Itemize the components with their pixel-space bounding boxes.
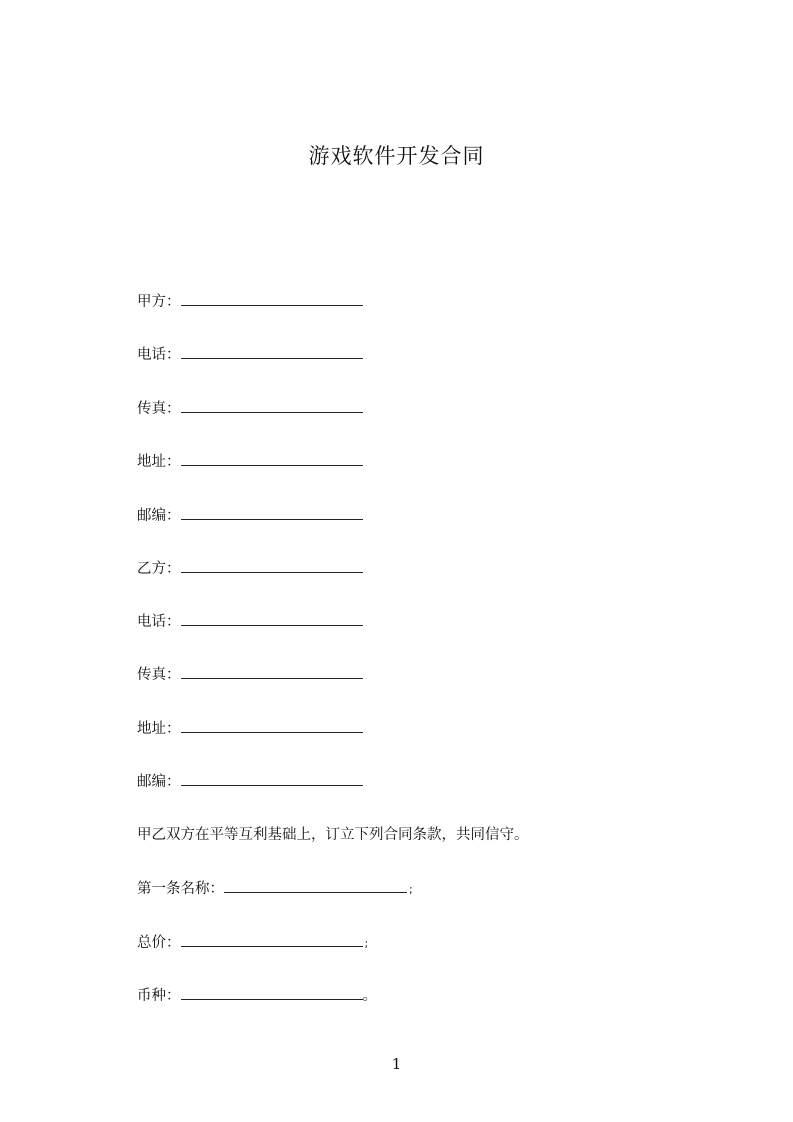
party-a-address-blank bbox=[181, 451, 363, 466]
article1-currency-line bbox=[137, 985, 377, 1006]
article1-name-label: 第一条名称： bbox=[137, 881, 224, 897]
party-b-fax-blank bbox=[181, 664, 363, 679]
party-a-phone-line bbox=[137, 344, 363, 365]
party-b-postcode-label: 邮编： bbox=[137, 774, 181, 790]
party-b-fax-line bbox=[137, 664, 363, 685]
party-b-phone-line bbox=[137, 611, 363, 632]
party-b-phone-label: 电话： bbox=[137, 614, 181, 630]
party-b-address-blank bbox=[181, 718, 363, 733]
party-b-phone-blank bbox=[181, 611, 363, 626]
party-b-label: 乙方： bbox=[137, 561, 181, 577]
article1-total-end: ; bbox=[364, 937, 369, 950]
party-a-phone-label: 电话： bbox=[137, 347, 181, 363]
party-a-phone-blank bbox=[181, 344, 363, 359]
party-b-address-line bbox=[137, 718, 363, 739]
intro-paragraph: 甲乙双方在平等互利基础上，订立下列合同条款，共同信守。 bbox=[137, 827, 529, 843]
party-a-address-label: 地址： bbox=[137, 454, 181, 470]
article1-name-end: ; bbox=[409, 883, 413, 896]
article1-total-line bbox=[137, 932, 368, 954]
party-a-fax-blank bbox=[181, 398, 363, 413]
party-b-address-label: 地址： bbox=[137, 721, 181, 737]
article1-name-line bbox=[137, 878, 413, 900]
article1-currency-label: 币种： bbox=[137, 988, 181, 1004]
party-a-address-line bbox=[137, 451, 363, 472]
party-a-postcode-line bbox=[137, 505, 363, 526]
party-a-fax-label: 传真： bbox=[137, 401, 181, 417]
page-number: 1 bbox=[391, 1055, 402, 1073]
party-a-postcode-label: 邮编： bbox=[137, 508, 181, 524]
party-b-postcode-line bbox=[137, 771, 363, 792]
party-a-label: 甲方： bbox=[137, 294, 181, 310]
article1-currency-end: 。 bbox=[362, 988, 377, 1004]
party-a-postcode-blank bbox=[181, 505, 363, 520]
party-a-line bbox=[137, 291, 363, 312]
party-a-blank bbox=[181, 291, 363, 306]
party-b-postcode-blank bbox=[181, 771, 363, 786]
party-b-fax-label: 传真： bbox=[137, 667, 181, 683]
article1-total-blank bbox=[181, 932, 363, 947]
party-b-blank bbox=[181, 558, 363, 573]
document-title: 游戏软件开发合同 bbox=[308, 144, 485, 168]
article1-name-blank bbox=[224, 878, 407, 893]
article1-currency-blank bbox=[181, 985, 363, 1000]
party-a-fax-line bbox=[137, 398, 363, 419]
article1-total-label: 总价： bbox=[137, 935, 181, 951]
party-b-line bbox=[137, 558, 363, 579]
